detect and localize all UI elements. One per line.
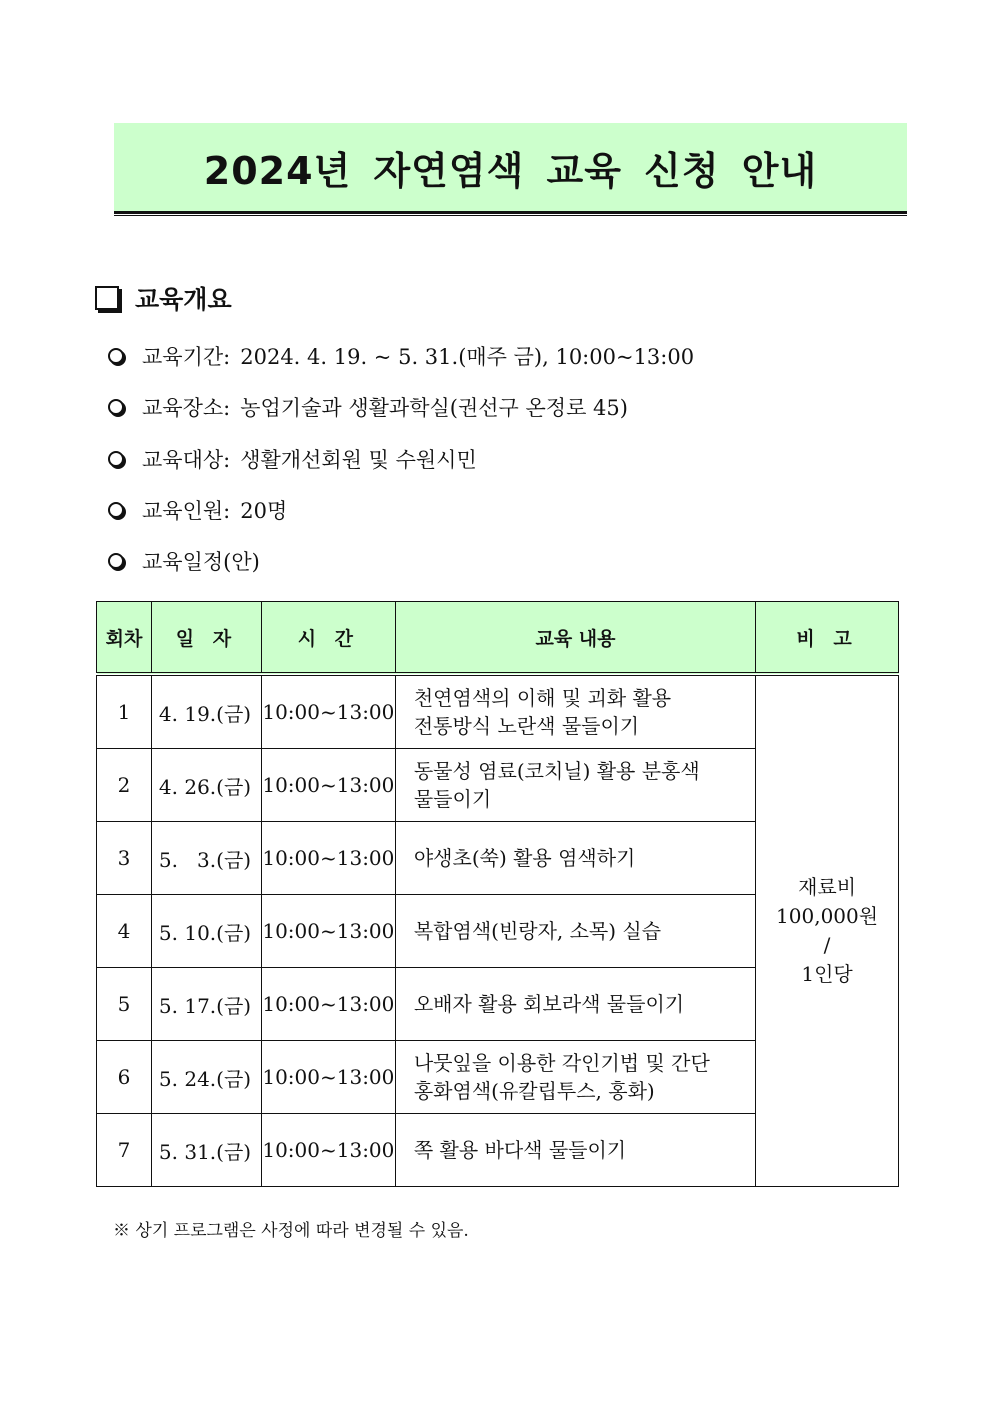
cell-round: 5 [97, 968, 152, 1041]
title-underline-thin [114, 215, 907, 216]
cell-time: 10:00~13:00 [261, 822, 395, 895]
cell-date: 5. 31.(금) [151, 1114, 261, 1187]
content-line: 홍화염색(유칼립투스, 홍화) [413, 1079, 655, 1103]
title-banner [114, 123, 907, 212]
header-date: 일 자 [151, 602, 261, 675]
cell-content [395, 822, 755, 895]
schedule-table [96, 601, 899, 1187]
content-line: 복합염색(빈랑자, 소목) 실습 [413, 919, 662, 943]
cell-content [395, 749, 755, 822]
cell-content [395, 1041, 755, 1114]
header-content: 교육 내용 [395, 602, 755, 675]
content-line: 전통방식 노란색 물들이기 [413, 714, 640, 738]
circle-bullet-icon [108, 502, 124, 518]
table-row [97, 674, 899, 749]
cell-time: 10:00~13:00 [261, 749, 395, 822]
cell-round: 3 [97, 822, 152, 895]
overview-value: 20명 [240, 499, 288, 523]
circle-bullet-icon [108, 399, 124, 415]
header-round: 회차 [97, 602, 152, 675]
square-bullet-icon [95, 286, 119, 310]
page-title: 2024년 자연염색 교육 신청 안내 [203, 149, 818, 193]
cell-round: 7 [97, 1114, 152, 1187]
table-header-row [97, 602, 899, 675]
content-line: 오배자 활용 회보라색 물들이기 [413, 992, 685, 1016]
overview-label: 교육인원: [142, 499, 231, 523]
cell-date: 5. 3.(금) [151, 822, 261, 895]
note-line: 재료비 [798, 875, 857, 899]
cell-content [395, 674, 755, 749]
overview-label: 교육일정(안) [142, 550, 260, 574]
overview-label: 교육기간: [142, 345, 231, 369]
cell-date: 5. 10.(금) [151, 895, 261, 968]
content-line: 나뭇잎을 이용한 각인기법 및 간단 [413, 1051, 710, 1075]
cell-content [395, 1114, 755, 1187]
overview-value: 농업기술과 생활과학실(권선구 온정로 45) [240, 396, 628, 420]
overview-item-location [108, 392, 628, 422]
content-line: 야생초(쑥) 활용 염색하기 [413, 846, 636, 870]
footnote: ※ 상기 프로그램은 사정에 따라 변경될 수 있음. [113, 1221, 469, 1241]
cell-content [395, 968, 755, 1041]
note-line: 1인당 [801, 962, 853, 986]
content-line: 동물성 염료(코치닐) 활용 분홍색 [413, 759, 700, 783]
overview-item-target [108, 444, 477, 474]
overview-label: 교육장소: [142, 396, 231, 420]
cell-date: 5. 17.(금) [151, 968, 261, 1041]
cell-round: 6 [97, 1041, 152, 1114]
header-note: 비 고 [756, 602, 899, 675]
cell-date: 4. 19.(금) [151, 674, 261, 749]
circle-bullet-icon [108, 553, 124, 569]
cell-date: 4. 26.(금) [151, 749, 261, 822]
cell-round: 4 [97, 895, 152, 968]
note-line: 100,000원 [776, 904, 879, 928]
note-line: / [823, 933, 831, 957]
circle-bullet-icon [108, 451, 124, 467]
cell-content [395, 895, 755, 968]
cell-round: 1 [97, 674, 152, 749]
cell-time: 10:00~13:00 [261, 895, 395, 968]
cell-time: 10:00~13:00 [261, 1041, 395, 1114]
header-time: 시 간 [261, 602, 395, 675]
content-line: 천연염색의 이해 및 괴화 활용 [413, 686, 672, 710]
overview-item-period [108, 341, 694, 371]
overview-item-capacity [108, 495, 287, 525]
cell-time: 10:00~13:00 [261, 968, 395, 1041]
cell-note [756, 674, 899, 1187]
cell-date: 5. 24.(금) [151, 1041, 261, 1114]
cell-time: 10:00~13:00 [261, 674, 395, 749]
circle-bullet-icon [108, 348, 124, 364]
overview-value: 생활개선회원 및 수원시민 [240, 448, 477, 472]
content-line: 물들이기 [413, 787, 492, 811]
overview-value: 2024. 4. 19. ~ 5. 31.(매주 금), 10:00~13:00 [240, 345, 695, 369]
cell-time: 10:00~13:00 [261, 1114, 395, 1187]
overview-label: 교육대상: [142, 448, 231, 472]
cell-round: 2 [97, 749, 152, 822]
section-heading [95, 280, 232, 316]
title-underline-thick [114, 211, 907, 214]
overview-item-schedule [108, 546, 260, 576]
section-heading-text: 교육개요 [135, 285, 232, 314]
content-line: 쪽 활용 바다색 물들이기 [413, 1138, 627, 1162]
